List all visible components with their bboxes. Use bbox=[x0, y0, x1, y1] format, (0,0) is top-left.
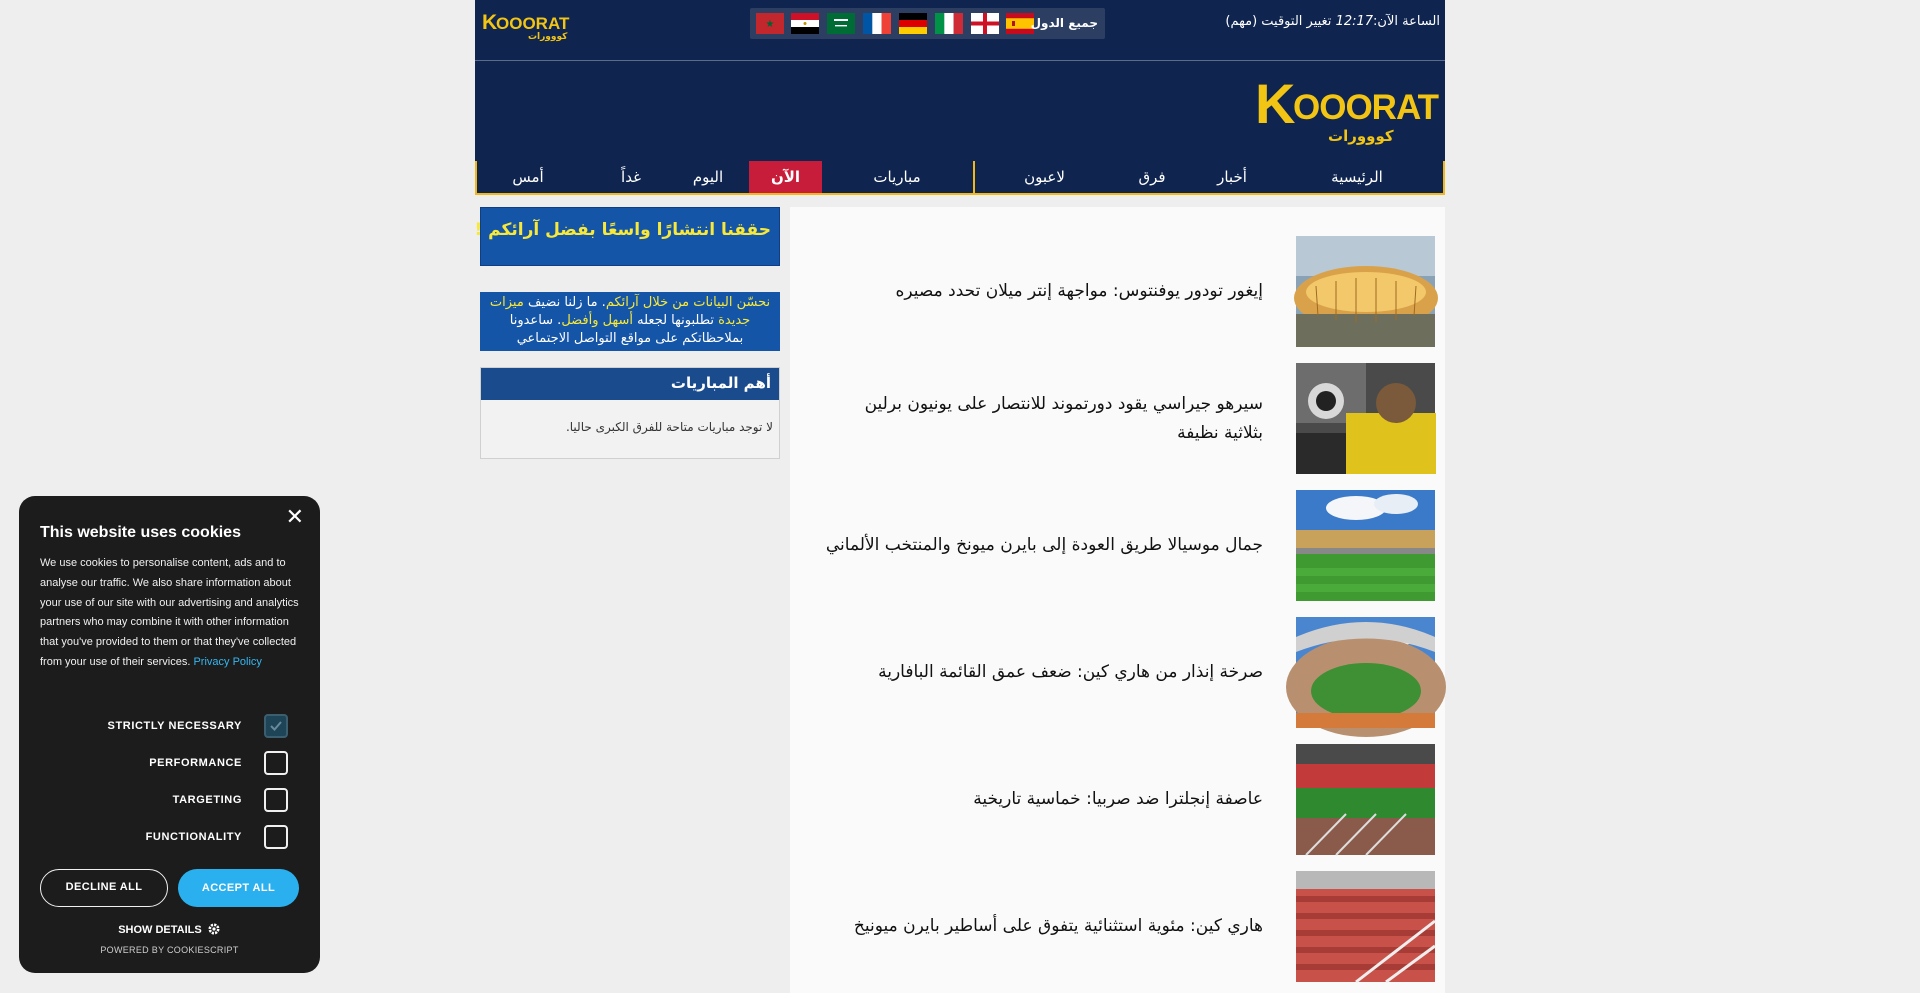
check-icon bbox=[269, 719, 283, 733]
article-item[interactable] bbox=[790, 744, 1445, 856]
svg-text:كووورات: كووورات bbox=[528, 32, 568, 42]
cookie-option-performance bbox=[19, 751, 320, 777]
cookie-option-label: PERFORMANCE bbox=[149, 757, 242, 769]
article-image[interactable] bbox=[1296, 744, 1435, 855]
clock-time: 12:17 bbox=[1335, 14, 1374, 29]
promo-banner[interactable]: حققنا انتشارًا واسعًا بفضل آرائكم ! bbox=[480, 207, 780, 266]
article-list bbox=[790, 207, 1445, 993]
germany-flag-icon[interactable] bbox=[899, 13, 927, 34]
no-matches-message: لا توجد مباريات متاحة للفرق الكبرى حاليا. bbox=[565, 420, 773, 434]
egypt-flag-icon[interactable] bbox=[791, 13, 819, 34]
svg-text:★: ★ bbox=[765, 19, 775, 30]
italy-flag-icon[interactable] bbox=[935, 13, 963, 34]
powered-by-text: POWERED BY COOKIESCRIPT bbox=[100, 945, 239, 955]
svg-text:OOORAT: OOORAT bbox=[496, 14, 570, 33]
cookie-option-functionality bbox=[19, 825, 320, 851]
nav-yesterday[interactable]: أمس bbox=[512, 168, 544, 186]
article-image[interactable] bbox=[1296, 363, 1435, 474]
site-header bbox=[475, 60, 1445, 161]
cookie-body-text: We use cookies to personalise content, ads and to analyse our traffic. We also share information about your use of our site with our advertising and analytics partners who may combine it with other information that you've provided to them or that they've collected from your use of their services. bbox=[40, 557, 299, 668]
svg-text:كووورات: كووورات bbox=[1328, 127, 1394, 145]
feedback-banner[interactable] bbox=[480, 292, 780, 351]
article-item[interactable] bbox=[790, 363, 1445, 475]
functionality-checkbox[interactable] bbox=[264, 825, 288, 849]
country-flags-bar bbox=[750, 8, 1105, 39]
nav-home[interactable]: الرئيسية bbox=[1331, 168, 1383, 186]
clock-display bbox=[1225, 14, 1440, 29]
promo-text: . ساعدونا بملاحظاتكم على مواقع التواصل الاجتماعي bbox=[509, 313, 744, 346]
svg-text:K: K bbox=[482, 11, 497, 34]
nav-today[interactable]: اليوم bbox=[692, 168, 724, 186]
site-container bbox=[475, 0, 1445, 993]
nav-matches[interactable]: مباريات bbox=[873, 168, 921, 186]
decline-all-button[interactable]: DECLINE ALL bbox=[40, 869, 168, 907]
accept-all-button[interactable]: ACCEPT ALL bbox=[178, 869, 299, 907]
article-image[interactable] bbox=[1296, 617, 1435, 728]
article-title[interactable]: سيرهو جيراسي يقود دورتموند للانتصار على يونيون برلين بثلاثية نظيفة bbox=[864, 393, 1263, 443]
article-title[interactable]: هاري كين: مئوية استثنائية يتفوق على أساطير بايرن ميونيخ bbox=[853, 916, 1263, 936]
article-item[interactable] bbox=[790, 617, 1445, 729]
change-timezone-link[interactable]: تغيير التوقيت (مهم) bbox=[1225, 14, 1332, 29]
promo-text: تطلبونها لجعله bbox=[633, 313, 719, 328]
all-countries-link[interactable]: جميع الدول bbox=[1030, 16, 1098, 30]
cookie-title: This website uses cookies bbox=[40, 524, 241, 541]
england-flag-icon[interactable] bbox=[971, 13, 999, 34]
site-logo[interactable] bbox=[1253, 72, 1439, 145]
promo-highlight: نحسّن البيانات من خلال آرائكم bbox=[605, 295, 771, 310]
targeting-checkbox[interactable] bbox=[264, 788, 288, 812]
small-logo[interactable] bbox=[480, 9, 576, 41]
privacy-policy-link[interactable]: Privacy Policy bbox=[193, 655, 262, 668]
cookie-option-strictly-necessary bbox=[19, 714, 320, 740]
article-title[interactable]: إيغور تودور يوفنتوس: مواجهة إنتر ميلان تحدد مصيره bbox=[895, 281, 1263, 301]
top-bar bbox=[475, 0, 1445, 60]
strictly-necessary-checkbox[interactable] bbox=[264, 714, 288, 738]
article-image[interactable] bbox=[1296, 236, 1435, 347]
show-details-button[interactable] bbox=[19, 922, 320, 936]
cookie-option-targeting bbox=[19, 788, 320, 814]
clock-prefix: الساعة الآن: bbox=[1373, 14, 1440, 29]
article-item[interactable] bbox=[790, 871, 1445, 983]
top-matches-widget bbox=[480, 367, 780, 459]
promo-highlight: أسهل وأفضل bbox=[561, 313, 634, 328]
morocco-flag-icon[interactable] bbox=[756, 13, 784, 34]
cookie-option-label: FUNCTIONALITY bbox=[145, 831, 242, 843]
article-title[interactable]: صرخة إنذار من هاري كين: ضعف عمق القائمة البافارية bbox=[878, 662, 1263, 682]
nav-now[interactable]: الآن bbox=[749, 161, 822, 193]
france-flag-icon[interactable] bbox=[863, 13, 891, 34]
top-matches-title: أهم المباريات bbox=[481, 368, 779, 400]
nav-teams[interactable]: فرق bbox=[1138, 168, 1166, 186]
article-title[interactable]: جمال موسيالا طريق العودة إلى بايرن ميونخ والمنتخب الألماني bbox=[825, 535, 1263, 555]
article-item[interactable] bbox=[790, 236, 1445, 348]
article-image[interactable] bbox=[1296, 871, 1435, 982]
promo-text: . ما زلنا نضيف bbox=[523, 295, 606, 310]
article-item[interactable] bbox=[790, 490, 1445, 602]
svg-text:OOORAT: OOORAT bbox=[1293, 88, 1439, 127]
nav-tomorrow[interactable]: غداً bbox=[621, 168, 641, 186]
nav-players[interactable]: لاعبون bbox=[1024, 168, 1065, 186]
saudi-flag-icon[interactable] bbox=[827, 13, 855, 34]
nav-news[interactable]: أخبار bbox=[1217, 168, 1247, 186]
article-title[interactable]: عاصفة إنجلترا ضد صربيا: خماسية تاريخية bbox=[973, 789, 1263, 809]
performance-checkbox[interactable] bbox=[264, 751, 288, 775]
show-details-label: SHOW DETAILS bbox=[118, 924, 202, 936]
cookie-option-label: TARGETING bbox=[172, 794, 242, 806]
nav-divider bbox=[973, 161, 975, 193]
cookie-description bbox=[40, 554, 302, 673]
main-nav bbox=[475, 161, 1445, 195]
cookie-option-label: STRICTLY NECESSARY bbox=[107, 720, 242, 732]
article-image[interactable] bbox=[1296, 490, 1435, 601]
svg-text:K: K bbox=[1255, 72, 1296, 135]
promo-highlight: ميزات جديدة bbox=[489, 295, 751, 328]
close-icon[interactable]: ✕ bbox=[285, 504, 304, 529]
cookie-consent-dialog bbox=[19, 496, 320, 973]
gear-icon bbox=[207, 922, 221, 936]
